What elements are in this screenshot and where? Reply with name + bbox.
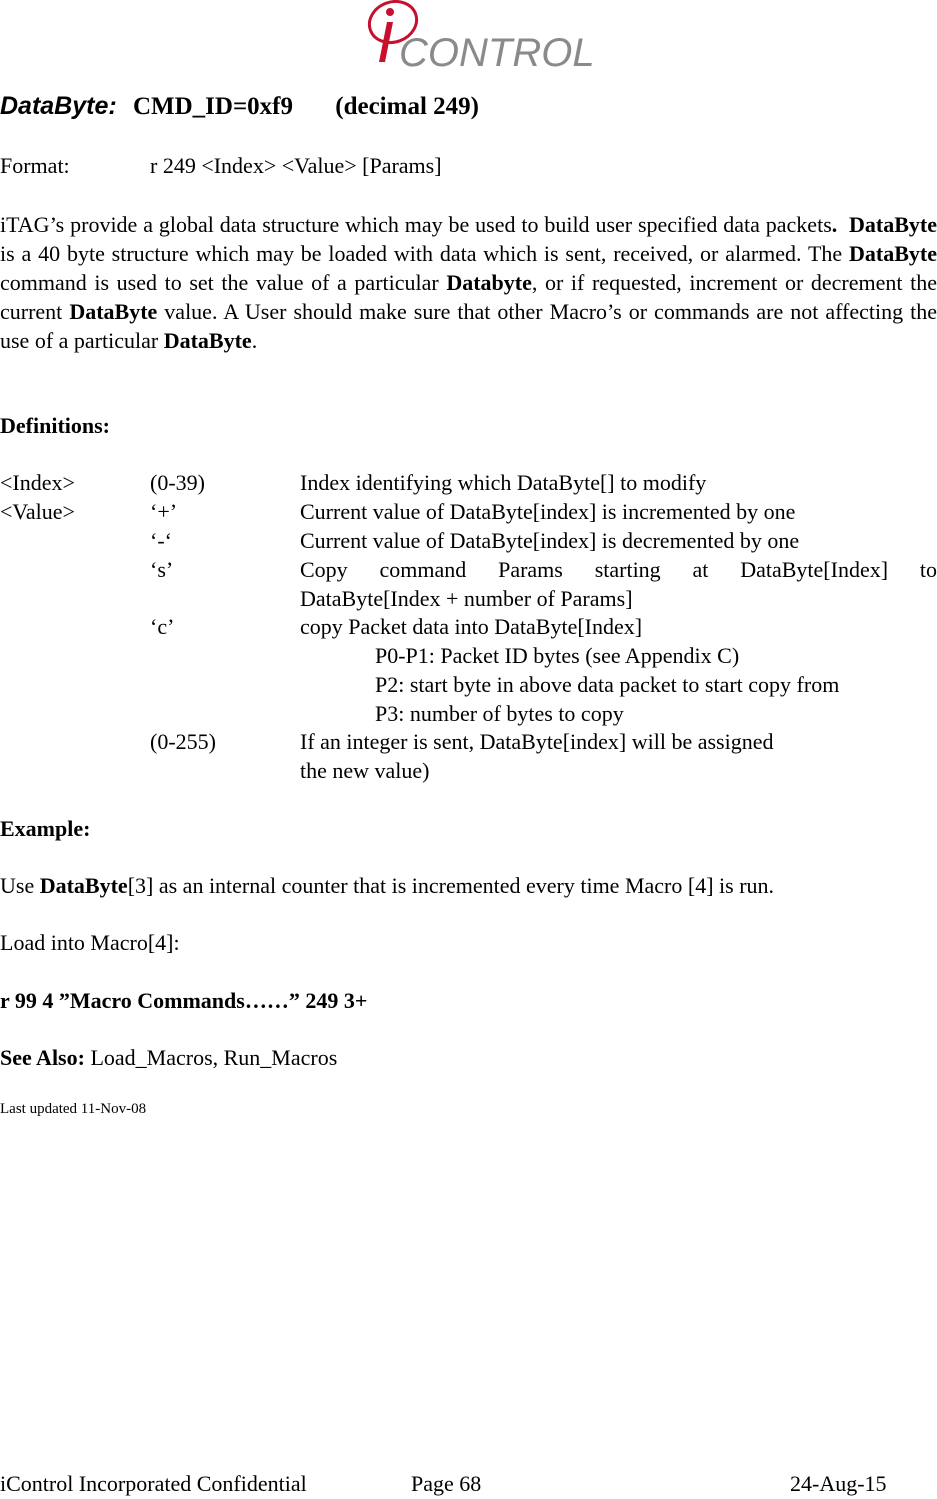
see-also-label: See Also: bbox=[0, 1045, 85, 1070]
heading-decimal: (decimal 249) bbox=[335, 93, 479, 120]
page-heading bbox=[0, 92, 479, 121]
icontrol-logo-graphic bbox=[365, 0, 595, 75]
last-updated: Last updated 11-Nov-08 bbox=[0, 1101, 147, 1117]
footer-date: 24-Aug-15 bbox=[790, 1471, 887, 1496]
intro-text-1-end: . bbox=[831, 212, 838, 237]
def-plus-desc: Current value of DataByte[index] is incremented by one bbox=[300, 499, 796, 524]
intro-text-6: . bbox=[251, 328, 258, 353]
def-int-desc-1: If an integer is sent, DataByte[index] will be assigned bbox=[300, 729, 774, 754]
format-label: Format: bbox=[0, 153, 70, 178]
def-int-desc-2: the new value) bbox=[300, 758, 430, 783]
intro-text-1: iTAG’s provide a global data structure which may be used to build user specified data packets bbox=[0, 212, 832, 237]
intro-bold-2: DataByte bbox=[849, 241, 937, 266]
logo-wordmark: CONTROL bbox=[399, 31, 595, 75]
def-c-p2: P2: start byte in above data packet to start copy from bbox=[375, 672, 840, 697]
example-use-line bbox=[0, 871, 774, 900]
example-use-rest: [3] as an internal counter that is incremented every time Macro [4] is run. bbox=[127, 873, 775, 898]
see-also-value: Load_Macros, Run_Macros bbox=[84, 1045, 338, 1070]
intro-text-3: command is used to set the value of a particular bbox=[0, 270, 447, 295]
intro-text-2: is a 40 byte structure which may be loaded with data which is sent, received, or alarmed. The bbox=[0, 241, 850, 266]
def-c-p3: P3: number of bytes to copy bbox=[375, 701, 624, 726]
def-c-p0: P0-P1: Packet ID bytes (see Appendix C) bbox=[375, 643, 740, 668]
def-s-symbol: ‘s’ bbox=[150, 557, 174, 582]
intro-bold-5: DataByte bbox=[163, 328, 252, 353]
def-index-desc: Index identifying which DataByte[] to modify bbox=[300, 470, 707, 495]
def-index-range: (0-39) bbox=[150, 470, 205, 495]
intro-bold-1: DataByte bbox=[849, 212, 937, 237]
heading-command-name: DataByte: bbox=[0, 92, 117, 120]
intro-bold-3: Databyte bbox=[446, 270, 532, 295]
example-use-prefix: Use bbox=[0, 873, 40, 898]
def-minus-desc: Current value of DataByte[index] is decremented by one bbox=[300, 528, 800, 553]
heading-cmd-id: CMD_ID=0xf9 bbox=[132, 93, 294, 120]
intro-bold-4: DataByte bbox=[69, 299, 158, 324]
definitions-title: Definitions: bbox=[0, 413, 110, 438]
def-s-desc-2: DataByte[Index + number of Params] bbox=[300, 586, 633, 611]
example-use-bold: DataByte bbox=[39, 873, 128, 898]
def-index-label: <Index> bbox=[0, 470, 75, 495]
def-value-label: <Value> bbox=[0, 499, 75, 524]
intro-text-5: value. A User should make sure that other Macro’s or commands are not affecting the use of a particular bbox=[0, 299, 937, 353]
company-logo bbox=[365, 0, 595, 75]
intro-paragraph bbox=[0, 210, 937, 355]
footer-confidential: iControl Incorporated Confidential bbox=[0, 1471, 307, 1496]
def-c-desc: copy Packet data into DataByte[Index] bbox=[300, 614, 643, 639]
def-minus-symbol: ‘-‘ bbox=[150, 528, 172, 553]
footer-page-number: Page 68 bbox=[411, 1471, 482, 1496]
def-c-symbol: ‘c’ bbox=[150, 614, 175, 639]
example-load-line: Load into Macro[4]: bbox=[0, 930, 180, 955]
def-s-desc-1: Copy command Params starting at DataByte[Index] to bbox=[300, 557, 937, 582]
example-title: Example: bbox=[0, 816, 91, 841]
def-int-range: (0-255) bbox=[150, 729, 216, 754]
format-value: r 249 <Index> <Value> [Params] bbox=[150, 153, 442, 178]
def-plus-symbol: ‘+’ bbox=[150, 499, 178, 524]
see-also-line bbox=[0, 1043, 337, 1072]
example-command: r 99 4 ”Macro Commands……” 249 3+ bbox=[0, 988, 368, 1013]
intro-text-4: , or if requested, increment or decrement the current bbox=[0, 270, 937, 324]
